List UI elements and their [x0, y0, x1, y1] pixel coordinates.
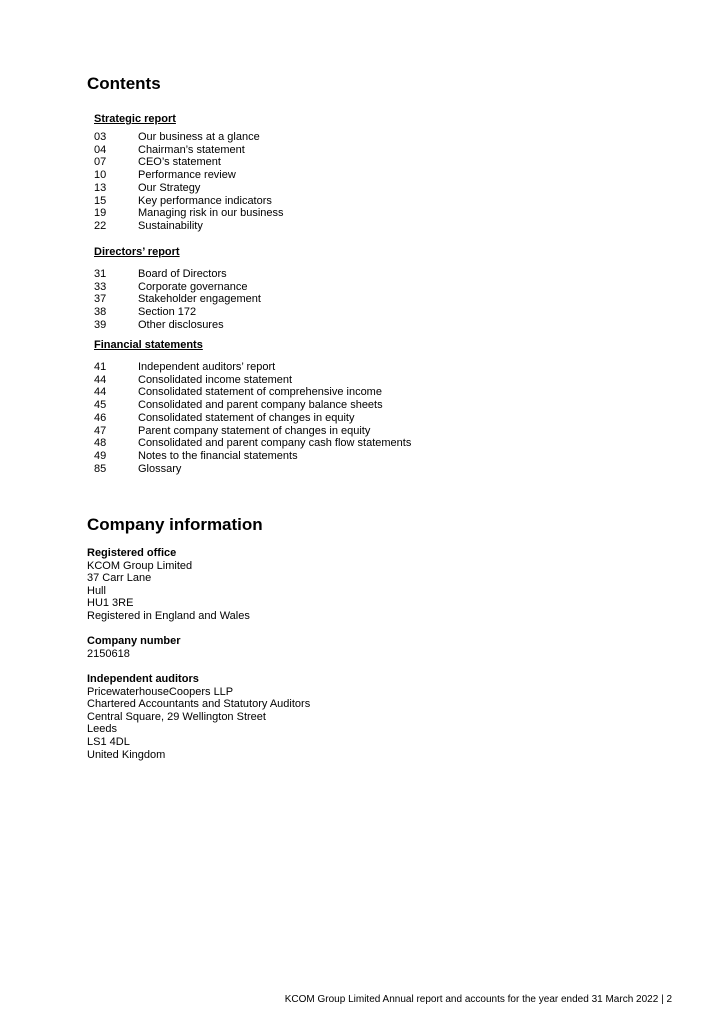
toc-entry-title: Consolidated statement of changes in equity — [138, 411, 355, 424]
toc-page-number: 19 — [94, 207, 107, 220]
toc-page-number: 31 — [94, 268, 107, 280]
toc-page-number: 04 — [94, 143, 107, 156]
toc-page-number: 10 — [94, 169, 107, 182]
toc-entry-title: Consolidated and parent company cash flow statements — [138, 437, 412, 450]
toc-section-heading: Strategic report — [94, 113, 176, 125]
toc-entry — [94, 144, 494, 157]
toc-page-number: 03 — [94, 131, 107, 143]
auditor-line: Central Square, 29 Wellington Street — [87, 710, 266, 723]
toc-entry-title: Consolidated and parent company balance sheets — [138, 399, 383, 412]
toc-page-number: 15 — [94, 194, 107, 207]
toc-entry-title: Corporate governance — [138, 280, 248, 293]
toc-entry — [94, 156, 494, 169]
toc-entry-title: Our Strategy — [138, 181, 201, 194]
company-number-block — [87, 635, 487, 660]
toc-entry-title: Chairman’s statement — [138, 143, 245, 156]
toc-section-financial-statements — [94, 339, 494, 475]
toc-page-number: 13 — [94, 181, 107, 194]
toc-entry-title: Other disclosures — [138, 318, 224, 331]
registered-office-block — [87, 547, 487, 623]
toc-page-number: 44 — [94, 386, 107, 399]
toc-section-heading: Financial statements — [94, 339, 203, 351]
address-line: KCOM Group Limited — [87, 559, 193, 572]
company-number-label: Company number — [87, 635, 181, 647]
auditor-line: Chartered Accountants and Statutory Auditors — [87, 698, 311, 711]
toc-entry-title: Consolidated income statement — [138, 373, 293, 386]
company-information-title: Company information — [87, 515, 263, 534]
toc-entry — [94, 220, 494, 233]
toc-entry — [94, 131, 494, 144]
toc-entry — [94, 319, 494, 332]
address-line: 37 Carr Lane — [87, 572, 152, 585]
toc-section-strategic-report — [94, 113, 494, 233]
toc-entry — [94, 207, 494, 220]
toc-page-number: 07 — [94, 156, 107, 169]
toc-entry-title: Section 172 — [138, 306, 197, 319]
toc-page-number: 49 — [94, 449, 107, 462]
toc-entry — [94, 463, 494, 476]
toc-entry-title: Performance review — [138, 169, 236, 182]
auditors-block — [87, 673, 487, 761]
auditor-line: Leeds — [87, 723, 117, 736]
toc-entry — [94, 437, 494, 450]
toc-entry-title: Glossary — [138, 462, 182, 475]
toc-entry-title: Our business at a glance — [138, 131, 260, 143]
toc-entry — [94, 412, 494, 425]
toc-page-number: 37 — [94, 293, 107, 306]
registered-office-label: Registered office — [87, 547, 177, 559]
page-footer: KCOM Group Limited Annual report and accounts for the year ended 31 March 2022 | 2 — [284, 994, 672, 1005]
toc-entry — [94, 281, 494, 294]
toc-page-number: 39 — [94, 318, 107, 331]
toc-entry — [94, 386, 494, 399]
toc-entry-title: Independent auditors’ report — [138, 361, 276, 373]
toc-page-number: 46 — [94, 411, 107, 424]
toc-entry — [94, 450, 494, 463]
auditor-line: LS1 4DL — [87, 735, 130, 748]
auditor-line: PricewaterhouseCoopers LLP — [87, 685, 234, 698]
toc-entry-title: Parent company statement of changes in equity — [138, 424, 371, 437]
toc-entry-title: Stakeholder engagement — [138, 293, 261, 306]
company-number-value: 2150618 — [87, 647, 130, 660]
toc-page-number: 45 — [94, 399, 107, 412]
toc-page-number: 33 — [94, 280, 107, 293]
address-line: Registered in England and Wales — [87, 609, 250, 622]
toc-entry-title: Sustainability — [138, 219, 203, 232]
toc-entry — [94, 195, 494, 208]
toc-entry — [94, 374, 494, 387]
toc-page-number: 22 — [94, 219, 107, 232]
toc-page-number: 38 — [94, 306, 107, 319]
toc-entry — [94, 361, 494, 374]
toc-page-number: 85 — [94, 462, 107, 475]
toc-page-number: 41 — [94, 361, 107, 373]
toc-entry — [94, 182, 494, 195]
address-line: Hull — [87, 584, 106, 597]
toc-entry — [94, 169, 494, 182]
toc-section-directors-report — [94, 246, 494, 332]
toc-entry-title: Consolidated statement of comprehensive income — [138, 386, 382, 399]
toc-entry — [94, 293, 494, 306]
toc-page-number: 44 — [94, 373, 107, 386]
address-line: HU1 3RE — [87, 597, 134, 610]
toc-entry-title: Board of Directors — [138, 268, 227, 280]
toc-entry-title: Notes to the financial statements — [138, 449, 298, 462]
toc-section-heading: Directors’ report — [94, 246, 180, 258]
toc-entry — [94, 425, 494, 438]
toc-page-number: 48 — [94, 437, 107, 450]
toc-entry — [94, 268, 494, 281]
auditors-label: Independent auditors — [87, 673, 199, 685]
toc-entry-title: Managing risk in our business — [138, 207, 284, 220]
toc-page-number: 47 — [94, 424, 107, 437]
toc-entry-title: Key performance indicators — [138, 194, 272, 207]
toc-entry — [94, 306, 494, 319]
auditor-line: United Kingdom — [87, 748, 166, 761]
contents-title: Contents — [87, 74, 161, 93]
toc-entry-title: CEO’s statement — [138, 156, 221, 169]
toc-entry — [94, 399, 494, 412]
